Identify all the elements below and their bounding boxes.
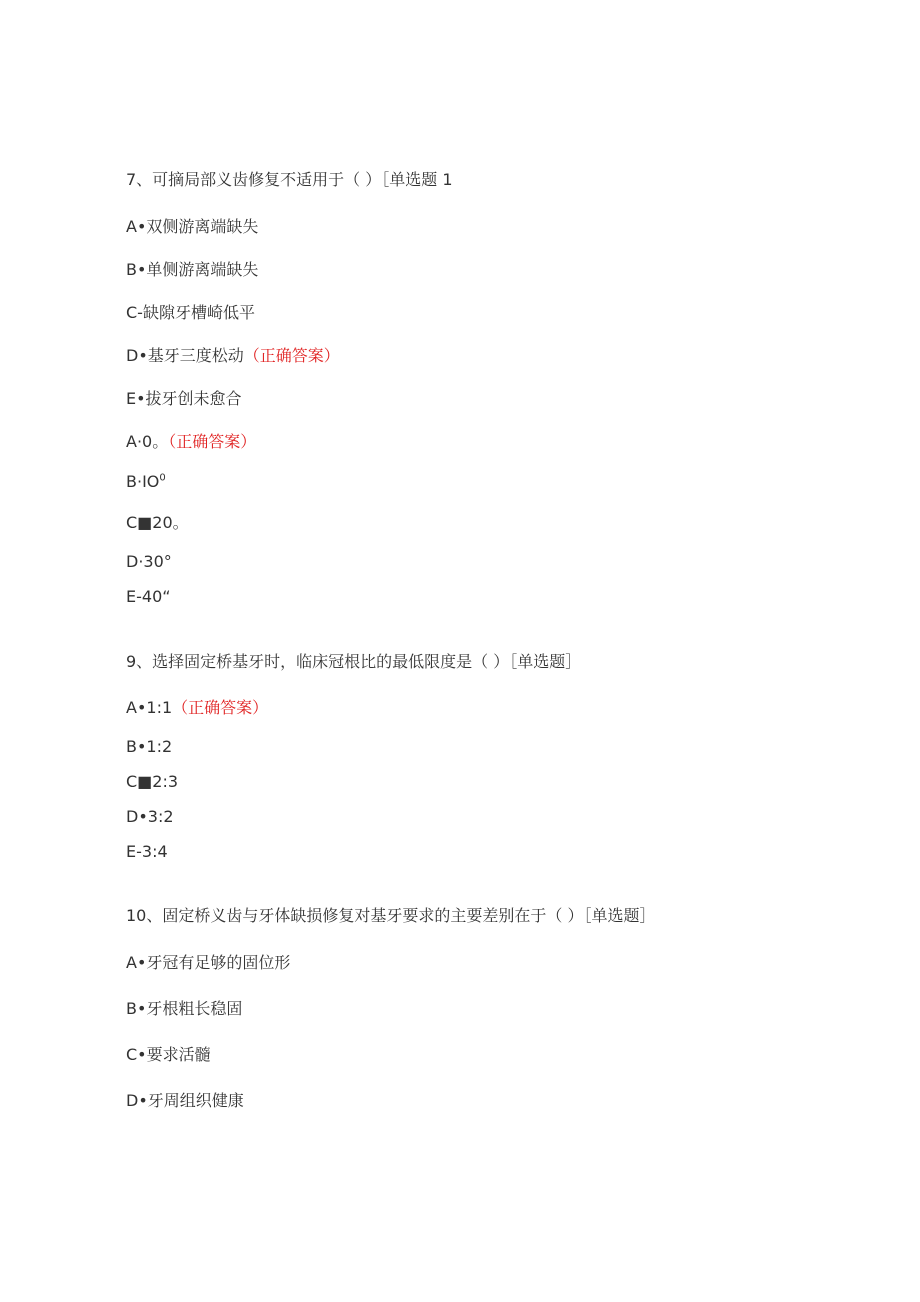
option-text: C■2:3: [126, 772, 179, 791]
option-text: C■20。: [126, 513, 189, 532]
option-text: D•3:2: [126, 807, 174, 826]
q8-option-e: [126, 587, 171, 607]
q7-option-d: [126, 346, 340, 366]
q9-option-a: [126, 698, 268, 718]
q10-option-a: [126, 953, 290, 973]
option-text: B•1:2: [126, 737, 173, 756]
q9-option-d: [126, 807, 174, 827]
question-10-title: 10、固定桥义齿与牙体缺损修复对基牙要求的主要差别在于（ ）［单选题］: [126, 906, 656, 925]
q8-option-a: [126, 432, 256, 452]
q8-option-c: [126, 513, 189, 533]
option-text: D•牙周组织健康: [126, 1091, 244, 1110]
correct-answer-mark: （正确答案）: [172, 698, 269, 717]
option-text: D•基牙三度松动: [126, 346, 244, 365]
option-text: C•要求活髓: [126, 1045, 211, 1064]
question-9-title: 9、选择固定桥基牙时，临床冠根比的最低限度是（ ）［单选题］: [126, 652, 582, 671]
correct-answer-mark: （正确答案）: [168, 432, 257, 451]
q7-option-b: [126, 260, 258, 280]
option-text: B•牙根粗长稳固: [126, 999, 243, 1018]
q10-option-c: [126, 1045, 211, 1065]
option-text: A·0。: [126, 432, 169, 451]
q9-option-b: [126, 737, 172, 757]
option-text: C-缺隙牙槽崎低平: [126, 303, 255, 322]
option-text: A•双侧游离端缺失: [126, 217, 259, 236]
q8-option-b: [126, 472, 166, 492]
option-text: E-3:4: [126, 842, 168, 861]
q7-option-c: [126, 303, 255, 323]
option-superscript: 0: [159, 472, 166, 484]
option-text: E•拔牙创未愈合: [126, 389, 242, 408]
correct-answer-mark: （正确答案）: [243, 346, 340, 365]
q7-option-a: [126, 217, 258, 237]
q7-option-e: [126, 389, 242, 409]
option-text: B•单侧游离端缺失: [126, 260, 259, 279]
q9-option-e: [126, 842, 168, 862]
q9-option-c: [126, 772, 178, 792]
option-text: D·30°: [126, 552, 172, 571]
q10-option-d: [126, 1091, 244, 1111]
option-text: B·IO: [126, 472, 160, 491]
option-text: A•1:1: [126, 698, 173, 717]
q10-option-b: [126, 999, 242, 1019]
option-text: E-40“: [126, 587, 171, 606]
question-7-title: 7、可摘局部义齿修复不适用于（ ）［单选题 1: [126, 170, 453, 189]
option-text: A•牙冠有足够的固位形: [126, 953, 291, 972]
q8-option-d: [126, 552, 172, 572]
